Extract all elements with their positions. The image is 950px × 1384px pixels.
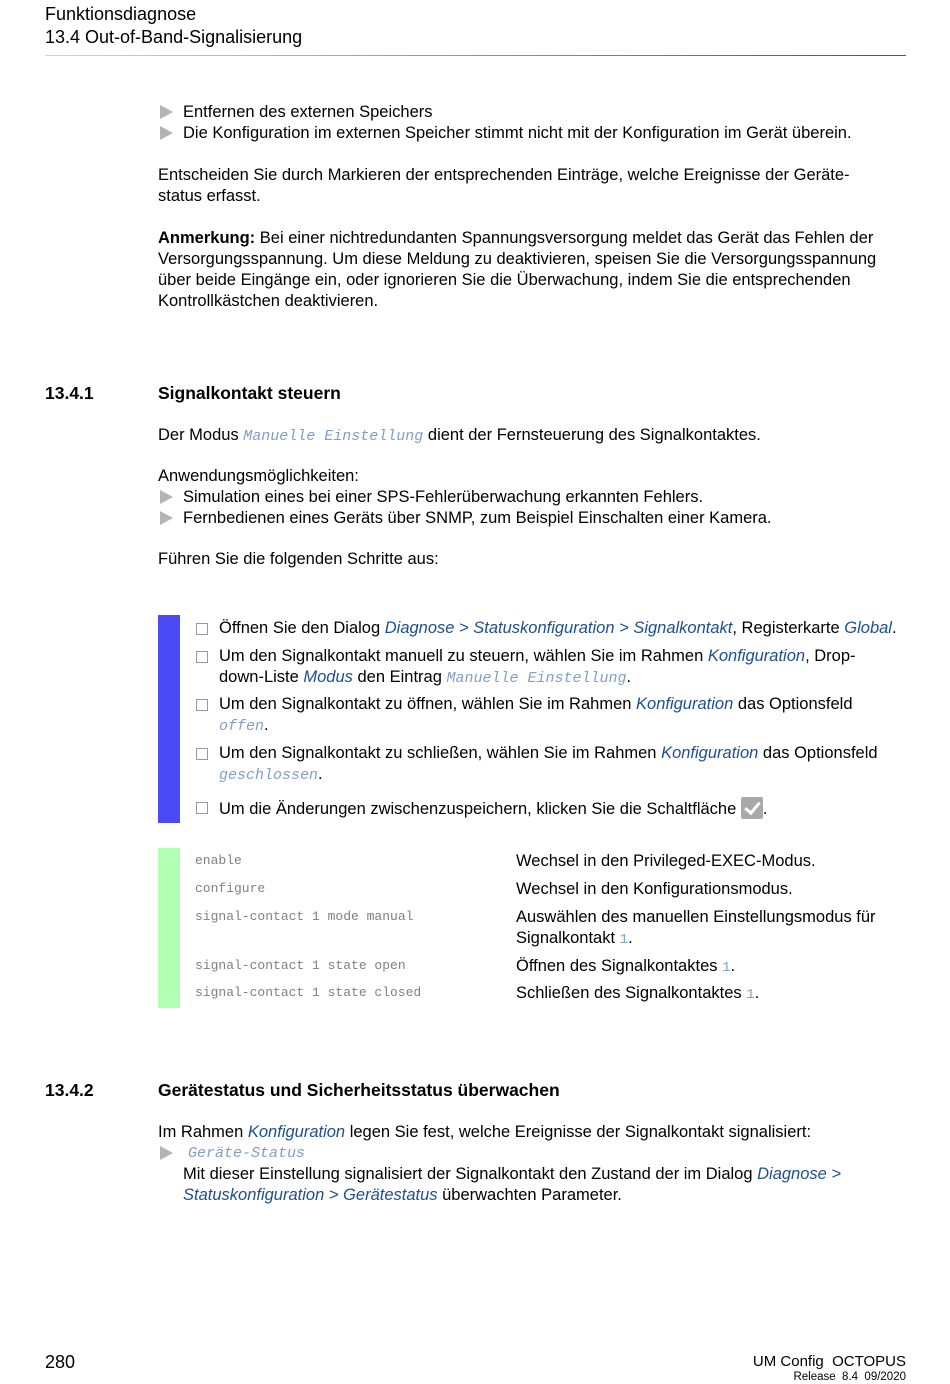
note-text: über beide Eingänge ein, oder ignorieren Sie die Überwachung, indem Sie die entsprechenden	[158, 271, 851, 289]
cli-command: signal-contact 1 mode manual	[195, 909, 414, 924]
paragraph	[158, 165, 850, 207]
text: .	[264, 716, 269, 734]
text: .	[628, 929, 633, 947]
paragraph	[158, 425, 761, 447]
bullet-triangle-icon	[160, 105, 173, 119]
ui-path: Statuskonfiguration > Gerätestatus	[183, 1186, 438, 1204]
text: das Optionsfeld	[758, 744, 878, 762]
note	[158, 228, 908, 312]
checkbox-icon	[196, 623, 208, 635]
checkbox-icon	[196, 699, 208, 711]
text: Um die Änderungen zwischenzuspeichern, klicken Sie die Schaltfläche	[219, 800, 741, 818]
text: , Registerkarte	[732, 619, 845, 637]
ui-frame: Konfiguration	[636, 695, 734, 713]
ui-path: Diagnose >	[757, 1165, 842, 1183]
text: überwachten Parameter.	[437, 1186, 622, 1204]
text: legen Sie fest, welche Ereignisse der Signalkontakt signalisiert:	[345, 1123, 812, 1141]
text: den Eintrag	[352, 668, 447, 686]
code-number: 1	[722, 960, 731, 976]
cli-description: Wechsel in den Konfigurationsmodus.	[516, 880, 793, 898]
code-text: Manuelle Einstellung	[243, 428, 424, 445]
note-text: Bei einer nichtredundanten Spannungsversorgung meldet das Gerät das Fehlen der	[255, 229, 874, 247]
text: Signalkontakt	[516, 929, 620, 947]
section-title: Signalkontakt steuern	[158, 383, 341, 403]
cli-command: configure	[195, 881, 266, 896]
cli-description	[516, 983, 906, 1006]
code-number: 1	[619, 932, 629, 948]
text: Öffnen Sie den Dialog	[219, 619, 385, 637]
cli-bar	[158, 848, 180, 1008]
text: Der Modus	[158, 426, 244, 444]
bullet-triangle-icon	[160, 126, 173, 140]
ui-frame: Konfiguration	[661, 744, 759, 762]
section-number: 13.4.2	[45, 1080, 94, 1100]
text: .	[318, 765, 323, 783]
text: Um den Signalkontakt zu schließen, wählen Sie im Rahmen	[219, 744, 662, 762]
ui-frame: Konfiguration	[247, 1123, 346, 1141]
cli-command: enable	[195, 853, 242, 868]
bullet-text: Entfernen des externen Speichers	[183, 103, 433, 121]
text: .	[626, 668, 632, 686]
text: Auswählen des manuellen Einstellungsmodus für	[516, 908, 876, 926]
checkmark-button-icon	[741, 797, 763, 819]
section-number: 13.4.1	[45, 383, 94, 403]
header-chapter: Funktionsdiagnose	[45, 4, 197, 24]
cli-description	[516, 907, 906, 951]
text: .	[762, 800, 768, 818]
text: Im Rahmen	[158, 1123, 248, 1141]
bullet-triangle-icon	[160, 511, 173, 525]
code-text: Geräte-Status	[188, 1145, 306, 1162]
text: .	[891, 619, 897, 637]
code-text: offen	[219, 718, 265, 735]
section-title: Gerätestatus und Sicherheitsstatus überwachen	[158, 1080, 560, 1100]
text: .	[730, 957, 736, 975]
note-text: Kontrollkästchen deaktivieren.	[158, 292, 379, 310]
text: das Optionsfeld	[733, 695, 853, 713]
bullet-text: Die Konfiguration im externen Speicher stimmt nicht mit der Konfiguration im Gerät überein.	[183, 124, 852, 142]
ui-path: Diagnose > Statuskonfiguration > Signalkontakt	[384, 619, 733, 637]
steps-label: Führen Sie die folgenden Schritte aus:	[158, 550, 439, 568]
text: Schließen des Signalkontaktes	[516, 984, 747, 1002]
bullet-triangle-icon	[160, 490, 173, 504]
cli-description	[516, 956, 906, 979]
text: Um den Signalkontakt manuell zu steuern, wählen Sie im Rahmen	[219, 647, 708, 665]
footer-release: Release 8.4 09/2020	[793, 1371, 906, 1383]
text: , Drop-	[805, 647, 856, 665]
steps-bar	[158, 615, 180, 823]
code-text: Manuelle Einstellung	[446, 670, 627, 687]
text: down-Liste	[219, 668, 304, 686]
header-section: 13.4 Out-of-Band-Signalisierung	[45, 27, 303, 47]
page-number: 280	[45, 1352, 76, 1372]
item-description	[183, 1164, 903, 1206]
text: Mit dieser Einstellung signalisiert der Signalkontakt den Zustand der im Dialog	[183, 1165, 758, 1183]
uses-label: Anwendungsmöglichkeiten:	[158, 467, 359, 485]
checkbox-icon	[196, 748, 208, 760]
paragraph-line: Entscheiden Sie durch Markieren der entsprechenden Einträge, welche Ereignisse der Geräte-	[158, 166, 850, 184]
text: dient der Fernsteuerung des Signalkontaktes.	[423, 426, 761, 444]
paragraph-line: status erfasst.	[158, 187, 261, 205]
text: .	[754, 984, 760, 1002]
ui-frame: Konfiguration	[707, 647, 806, 665]
cli-command: signal-contact 1 state open	[195, 958, 406, 973]
note-text: Versorgungsspannung. Um diese Meldung zu deaktivieren, speisen Sie die Versorgungsspannung	[158, 250, 877, 268]
cli-description: Wechsel in den Privileged-EXEC-Modus.	[516, 852, 816, 870]
bullet-text: Fernbedienen eines Geräts über SNMP, zum Beispiel Einschalten einer Kamera.	[183, 509, 772, 527]
checkbox-icon	[196, 802, 208, 814]
note-label: Anmerkung:	[158, 229, 256, 247]
cli-command: signal-contact 1 state closed	[195, 985, 422, 1000]
ui-tab: Global	[844, 619, 892, 637]
header-rule	[45, 55, 906, 56]
text: Öffnen des Signalkontaktes	[516, 957, 723, 975]
footer-doc: UM Config OCTOPUS	[752, 1353, 906, 1370]
paragraph	[158, 1122, 811, 1143]
bullet-triangle-icon	[160, 1146, 173, 1160]
checkbox-icon	[196, 651, 208, 663]
code-text: geschlossen	[219, 767, 319, 784]
text: Um den Signalkontakt zu öffnen, wählen Sie im Rahmen	[219, 695, 637, 713]
code-number: 1	[746, 987, 755, 1003]
bullet-text: Simulation eines bei einer SPS-Fehlerüberwachung erkannten Fehlers.	[183, 488, 704, 506]
ui-field: Modus	[303, 668, 353, 686]
